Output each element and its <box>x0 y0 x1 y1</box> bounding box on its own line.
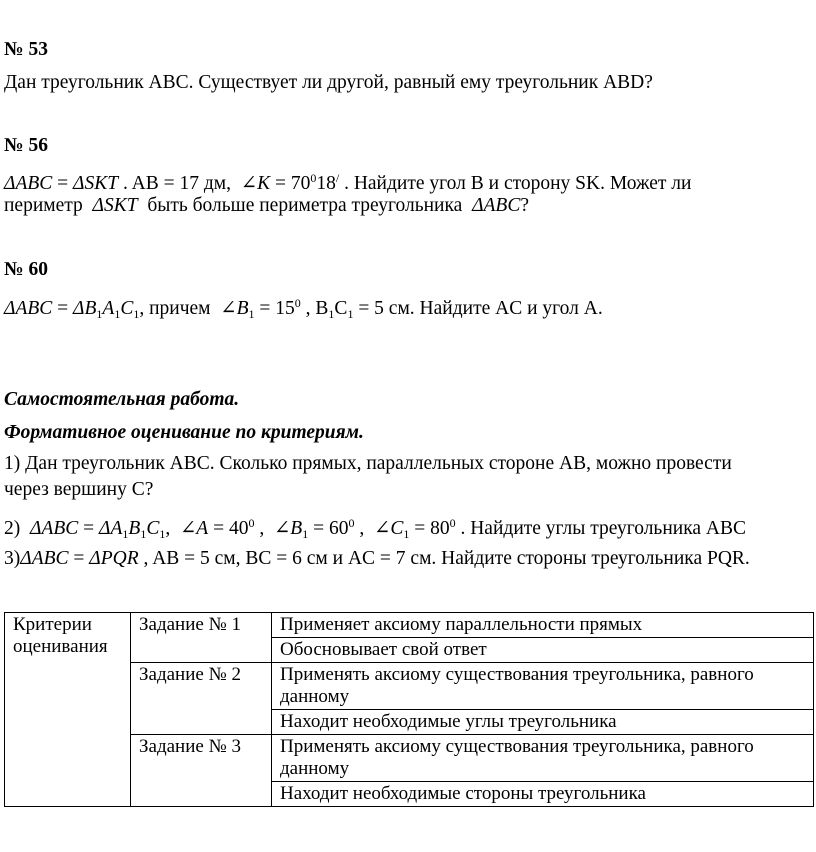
section-title: Самостоятельная работа. <box>4 389 240 410</box>
formula-angle-a-value: 40 <box>228 518 249 539</box>
formula-comma: , <box>165 518 171 539</box>
formula-comma: , <box>359 518 365 539</box>
formula-degree-mark: 0 <box>449 516 456 530</box>
criteria-table <box>4 612 814 807</box>
task-name-cell: Задание № 2 <box>131 663 272 735</box>
task-2-number: 2) <box>4 518 21 539</box>
criterion-cell: Находит необходимые стороны треугольника <box>272 782 814 807</box>
task-3-text: , AB = 5 см, BC = 6 см и AC = 7 см. Найдите стороны треугольника PQR. <box>143 548 750 569</box>
formula-angle-c1-value: 80 <box>430 518 450 539</box>
problem-56-heading: № 56 <box>4 135 48 156</box>
formula-degrees: 70 <box>290 173 311 194</box>
criterion-cell: Обосновывает свой ответ <box>272 638 814 663</box>
formula-minute-mark: / <box>335 171 340 185</box>
formula-equals: = <box>57 298 69 319</box>
problem-53-heading: № 53 <box>4 39 48 60</box>
formula-triangle-abc: ΔABC <box>4 298 53 319</box>
formula-triangle-abc: ΔABC <box>472 195 521 216</box>
problem-56-text-b: . Найдите угол В и сторону SK. Может ли <box>344 173 692 194</box>
formula-equals: = <box>414 518 426 539</box>
problem-56-text-d: быть больше периметра треугольника <box>147 195 463 216</box>
formula-degree-mark: 0 <box>310 171 317 185</box>
formula-angle-b1: $\angle B_1$ <box>273 518 309 541</box>
criterion-cell: Применять аксиому существования треугольника, равного данному <box>272 735 814 782</box>
formula-triangle-abc: ΔABC <box>20 548 69 569</box>
formula-triangle-abc: ΔABC <box>30 518 79 539</box>
formula-triangle-skt: ΔSKT <box>73 173 119 194</box>
criteria-header-cell: Критерии оценивания <box>5 613 131 807</box>
formula-angle-b1-value: 60 <box>328 518 349 539</box>
formula-degree-mark: 0 <box>294 296 301 310</box>
formula-comma: , <box>259 518 265 539</box>
formula-equals: = <box>274 173 286 194</box>
problem-60-text-b: , $B_1C_1 = 5$ см. Найдите AC и угол A. <box>305 298 603 321</box>
formula-equals: = <box>259 298 271 319</box>
problem-60-heading: № 60 <box>4 259 48 280</box>
problem-56-line2 <box>4 194 529 218</box>
task-1-line1: 1) Дан треугольник АВС. Сколько прямых, параллельных стороне АВ, можно провести <box>4 453 732 474</box>
formula-triangle-pqr: ΔPQR <box>89 548 139 569</box>
section-subtitle: Формативное оценивание по критериям. <box>4 422 364 443</box>
formula-minutes: 18 <box>316 173 336 194</box>
formula-triangle-a1b1c1: $\Delta A_1B_1C_1$ <box>99 518 166 541</box>
criterion-cell: Применяет аксиому параллельности прямых <box>272 613 814 638</box>
task-1-line2: через вершину С? <box>4 479 154 500</box>
formula-angle-c1: $\angle C_1$ <box>373 518 410 541</box>
formula-triangle-abc: ΔABC <box>4 173 53 194</box>
task-name-cell: Задание № 1 <box>131 613 272 663</box>
task-2-line <box>4 511 746 546</box>
formula-equals: = <box>73 548 85 569</box>
table-row <box>5 613 814 638</box>
problem-56-text-a: . AB = 17 дм, <box>122 173 231 194</box>
formula-equals: = <box>57 173 69 194</box>
criterion-cell: Находит необходимые углы треугольника <box>272 710 814 735</box>
problem-60-text-a: , причем <box>139 298 211 319</box>
problem-56-question-mark: ? <box>520 195 529 216</box>
formula-equals: = <box>313 518 325 539</box>
formula-angle-b1: $\angle B_1$ <box>220 298 255 321</box>
task-2-text: . Найдите углы треугольника АВС <box>460 518 746 539</box>
formula-angle-value: 15 <box>275 298 295 319</box>
task-3-number: 3) <box>4 548 21 569</box>
problem-53-text: Дан треугольник АВС. Существует ли другой, равный ему треугольник ABD? <box>4 72 653 93</box>
formula-triangle-skt: ΔSKT <box>92 195 138 216</box>
formula-angle-k: ∠K <box>240 173 271 194</box>
task-3-line <box>4 547 750 571</box>
formula-angle-a: ∠A <box>179 518 209 539</box>
formula-equals: = <box>213 518 225 539</box>
task-name-cell: Задание № 3 <box>131 735 272 807</box>
formula-degree-mark: 0 <box>348 516 355 530</box>
problem-56-line1 <box>4 166 691 196</box>
formula-degree-mark: 0 <box>248 516 255 530</box>
problem-56-text-c: периметр <box>4 195 83 216</box>
formula-equals: = <box>83 518 95 539</box>
problem-60-line <box>4 291 603 326</box>
criterion-cell: Применять аксиому существования треугольника, равного данному <box>272 663 814 710</box>
formula-triangle-b1a1c1: $\Delta B_1A_1C_1$ <box>73 298 140 321</box>
